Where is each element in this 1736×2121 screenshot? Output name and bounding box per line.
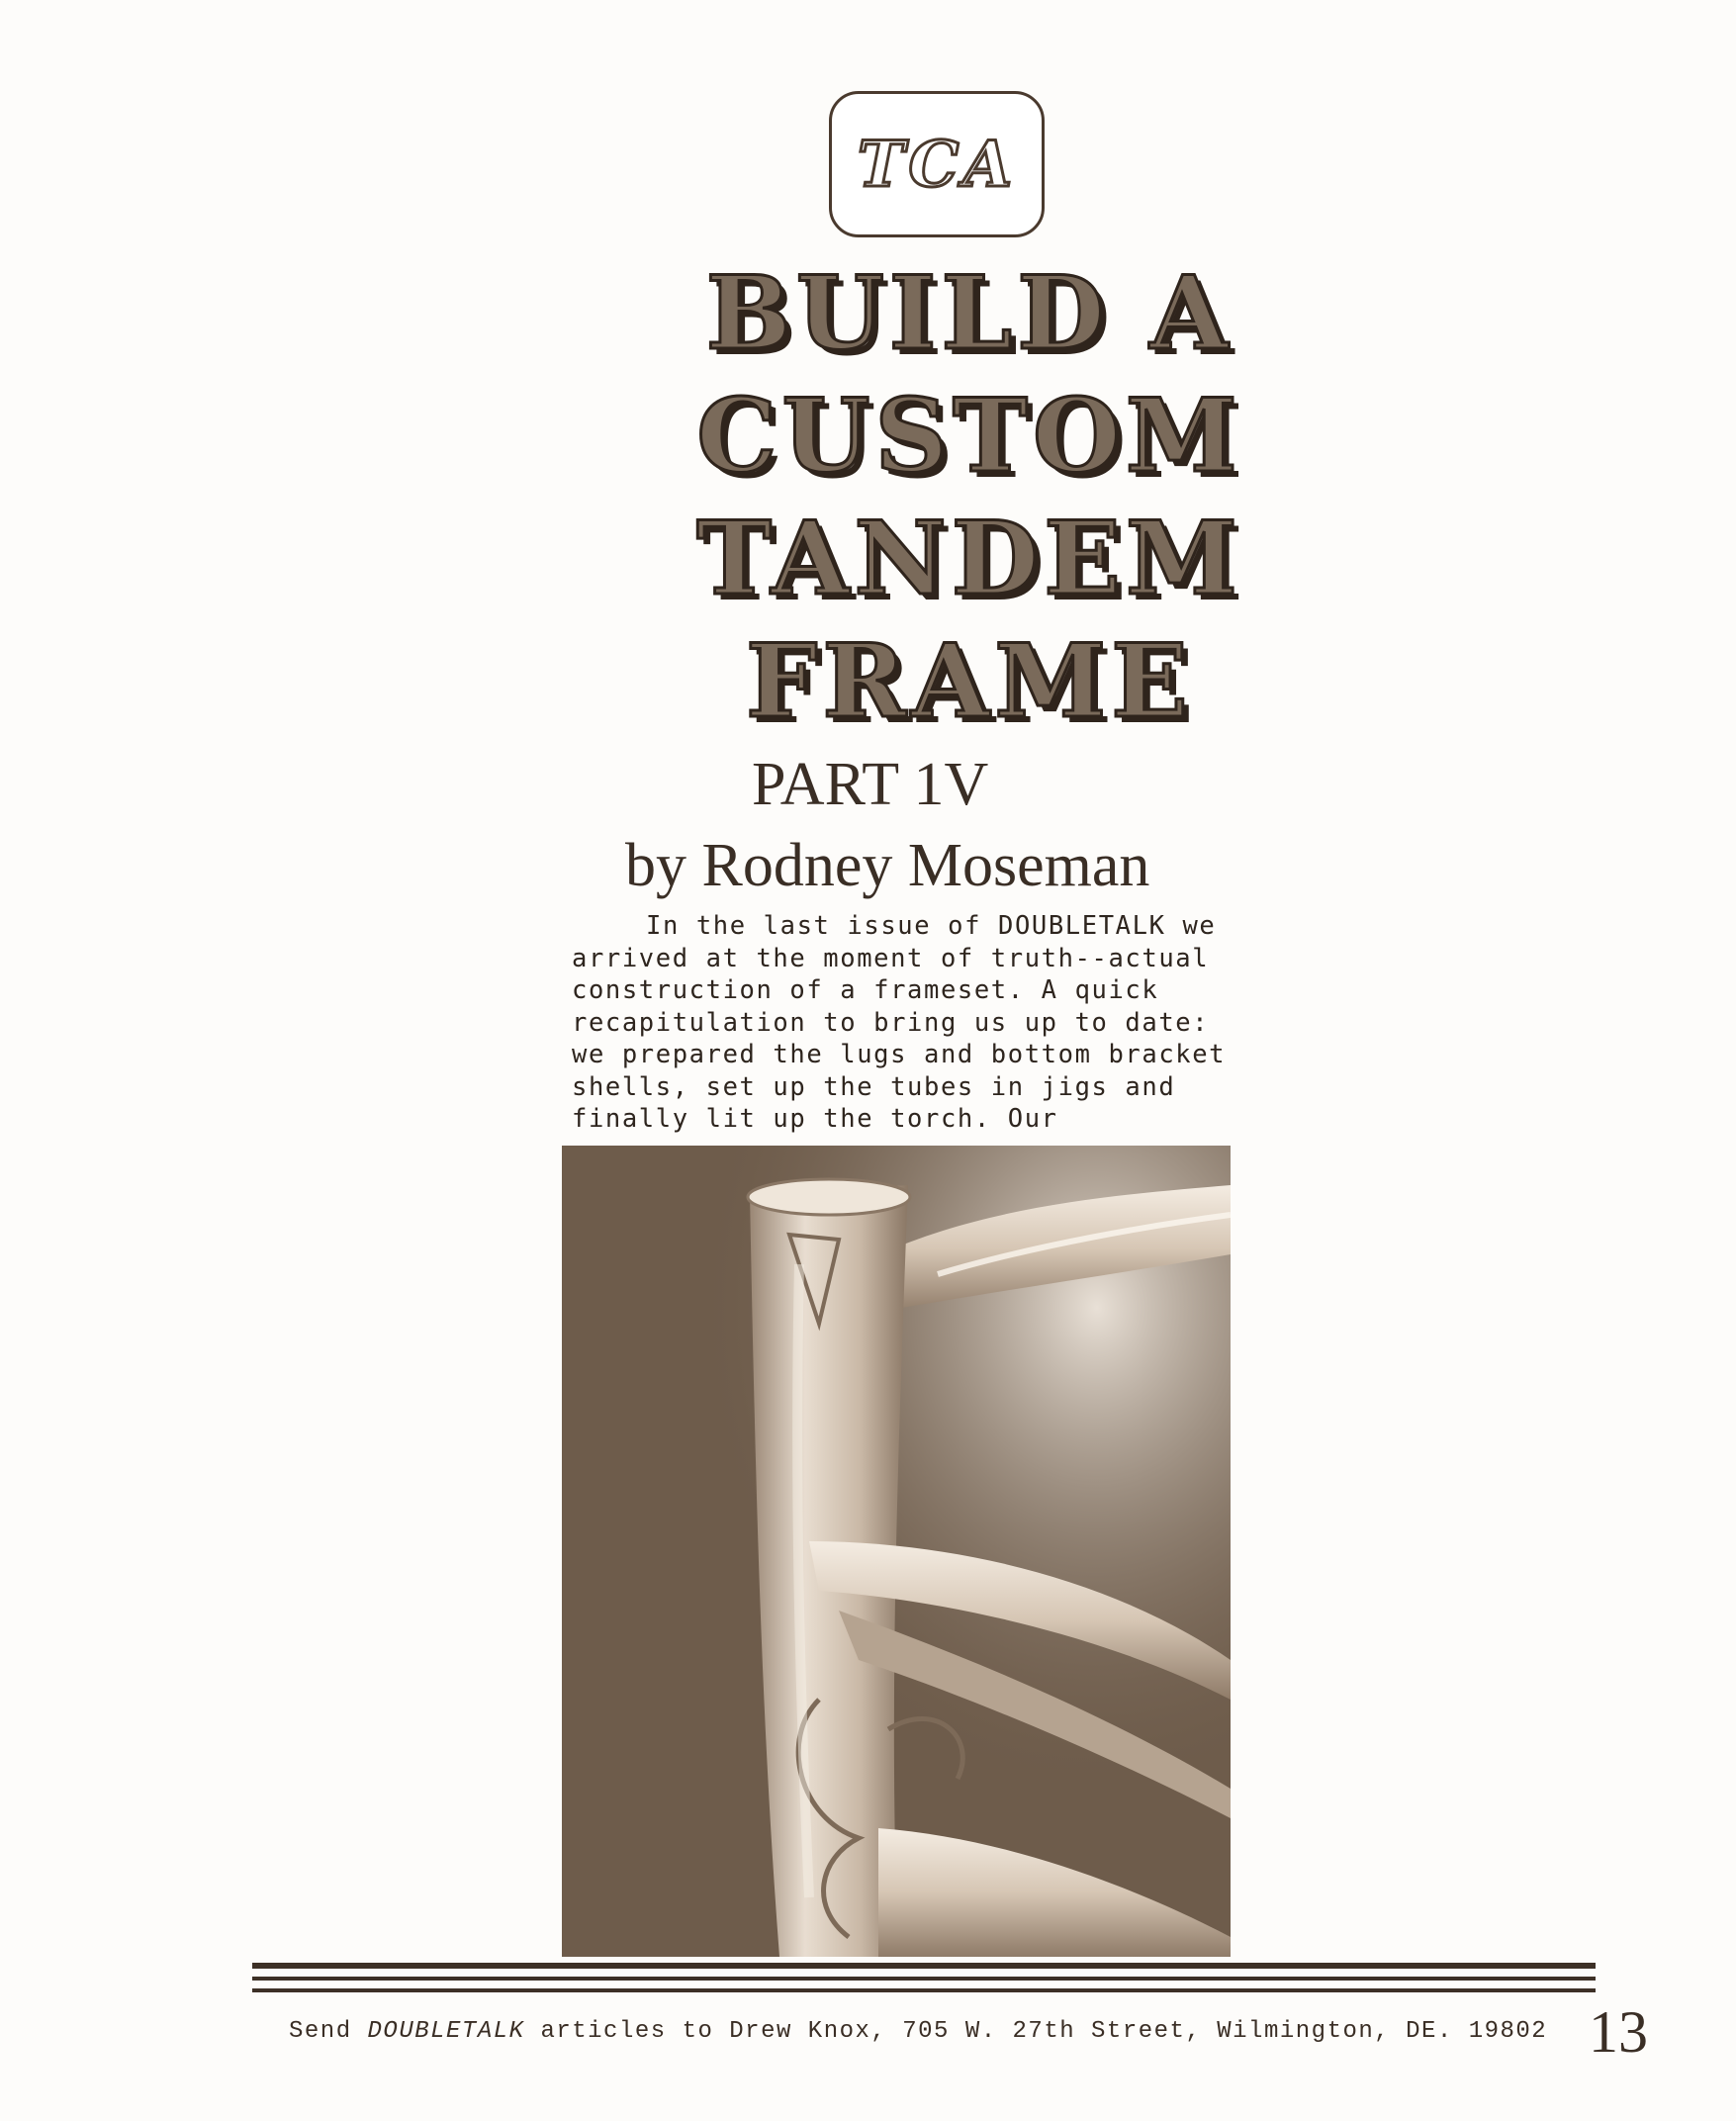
body-line: arrived at the moment of truth--actual [572, 943, 1210, 973]
footer-prefix: Send [289, 2018, 368, 2045]
page-number: 13 [1589, 1999, 1648, 2065]
body-line: recapitulation to bring us up to date: [572, 1007, 1210, 1038]
body-line: shells, set up the tubes in jigs and [572, 1071, 1176, 1102]
part-title: PART 1V [752, 751, 989, 818]
body-line: we prepared the lugs and bottom bracket [572, 1040, 1227, 1069]
body-line: construction of a frameset. A quick [572, 975, 1159, 1005]
headline-line-4: FRAME [746, 622, 1193, 741]
byline: by Rodney Moseman [625, 832, 1150, 899]
headline-line-3: TANDEM [696, 500, 1242, 618]
logo-text: TCA [857, 127, 1017, 202]
article-body [572, 910, 1324, 1136]
footer [289, 1998, 1648, 2068]
body-line: In the last issue of DOUBLETALK we [646, 911, 1217, 941]
tca-logo [829, 91, 1045, 237]
lug-illustration [562, 1146, 1231, 1957]
headline-line-2: CUSTOM [696, 377, 1242, 496]
headline-line-1: BUILD A [705, 254, 1233, 373]
headline [594, 252, 1345, 743]
footer-rule-2 [252, 1977, 1596, 1981]
footer-rule-1 [252, 1963, 1596, 1969]
footer-rule-3 [252, 1988, 1596, 1992]
footer-address [289, 2018, 1547, 2045]
footer-publication: DOUBLETALK [367, 2018, 525, 2045]
body-line: finally lit up the torch. Our [572, 1104, 1058, 1134]
frame-lug-photo [562, 1146, 1231, 1957]
footer-suffix: articles to Drew Knox, 705 W. 27th Street, Wilmington, DE. 19802 [524, 2018, 1548, 2045]
